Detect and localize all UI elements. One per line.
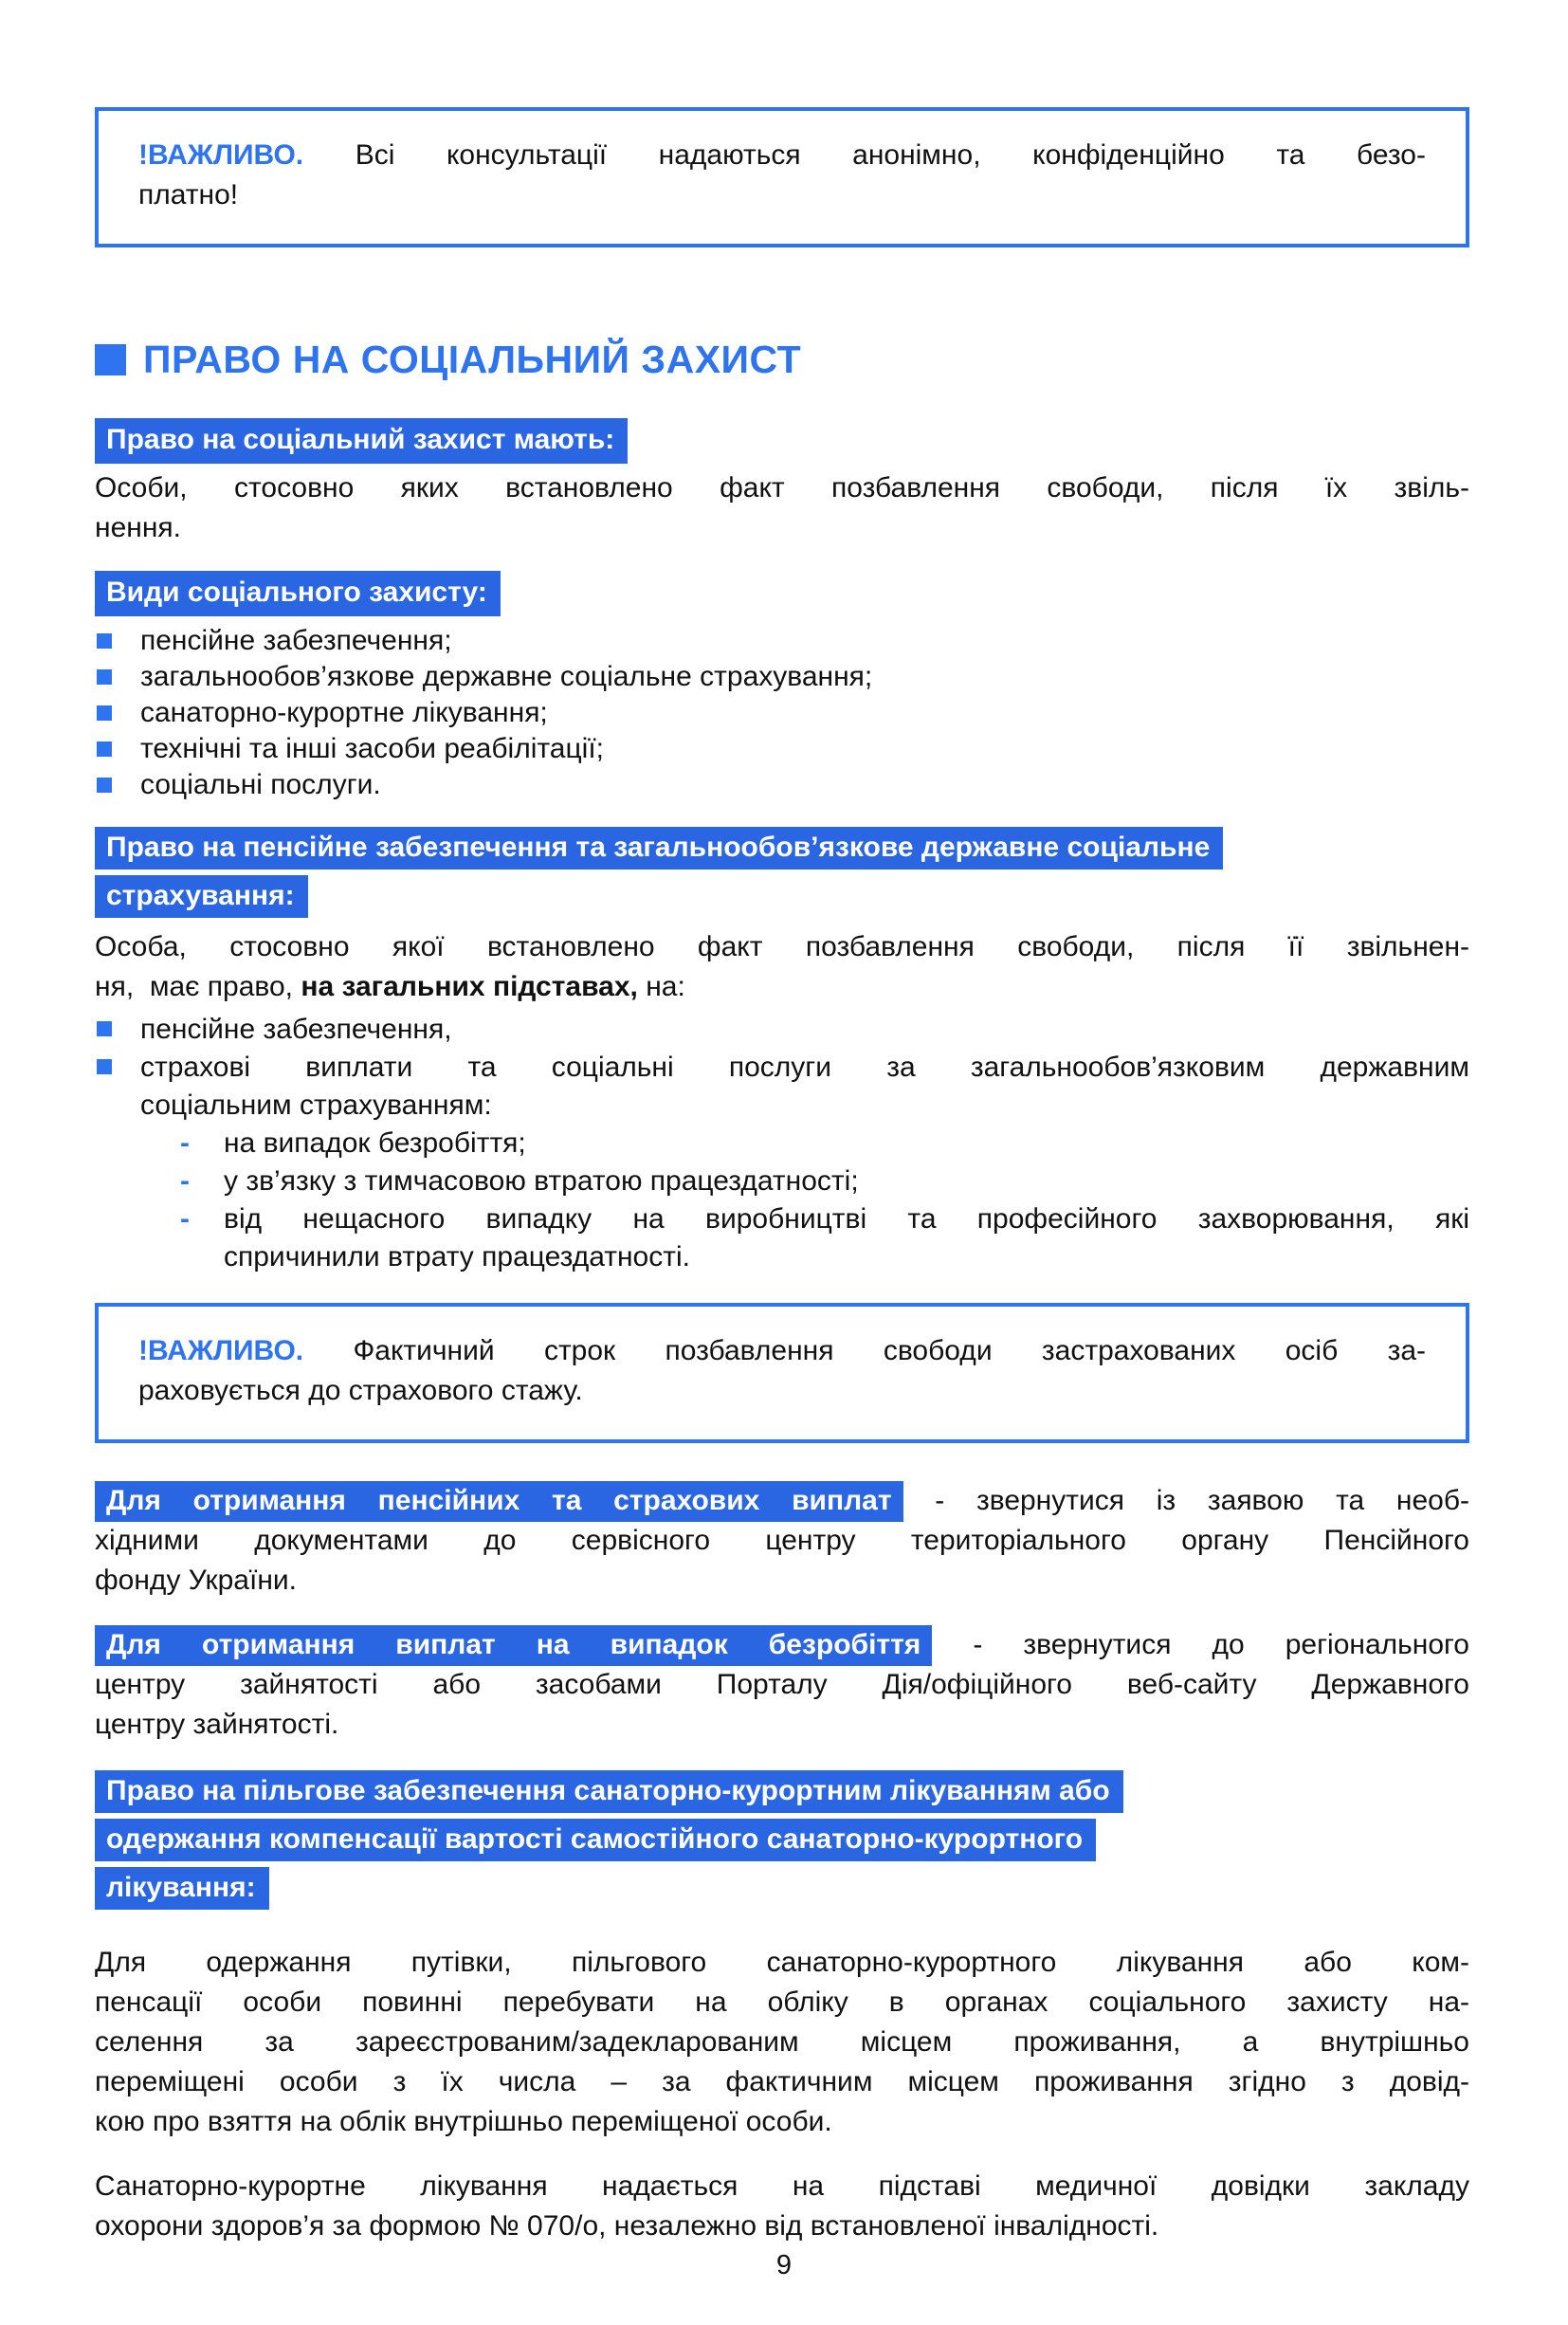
text-line: пенсійне забезпечення, bbox=[140, 1014, 452, 1045]
section-heading-multiline bbox=[95, 826, 1469, 923]
sub-list-item bbox=[180, 1162, 1469, 1200]
paragraph bbox=[95, 1943, 1469, 2142]
sub-list-item-text bbox=[224, 1162, 1469, 1200]
text-line: раховується до страхового стажу. bbox=[138, 1375, 583, 1406]
sub-list-item-text bbox=[224, 1200, 1469, 1276]
list-item-text: соціальні послуги. bbox=[140, 769, 381, 800]
text-line: Для одержання путівки, пільгового санаторно-курортного лікування або ком- bbox=[95, 1947, 1469, 1978]
dash-bullet-icon: - bbox=[180, 1203, 190, 1235]
list-item-text: пенсійне забезпечення; bbox=[140, 625, 452, 656]
bullet-list bbox=[95, 1011, 1469, 1276]
square-bullet-icon bbox=[97, 778, 112, 793]
text-line: охорони здоров’я за формою № 070/о, незалежно від встановленої інвалідності. bbox=[95, 2210, 1159, 2242]
list-item-text: технічні та інші засоби реабілітації; bbox=[140, 733, 604, 764]
section-heading-wrap bbox=[95, 571, 1469, 616]
text-line: Особа, стосовно якої встановлено факт позбавлення свободи, після її звільнен- bbox=[95, 931, 1469, 962]
text-line: Для отримання виплат на випадок безробіття - звернутися до регіонального bbox=[95, 1625, 1469, 1665]
paragraph bbox=[95, 468, 1469, 548]
paragraph-with-highlight bbox=[95, 1625, 1469, 1745]
text-line: пенсації особи повинні перебувати на обліку в органах соціального захисту на- bbox=[95, 1986, 1469, 2018]
blue-square-icon bbox=[95, 344, 126, 375]
paragraph-with-highlight bbox=[95, 1481, 1469, 1601]
list-item bbox=[95, 1011, 1469, 1049]
list-item-text bbox=[140, 1011, 1469, 1049]
square-bullet-icon bbox=[97, 741, 112, 757]
text-line: Право на пенсійне забезпечення та загальнообов’язкове державне соціальне bbox=[95, 826, 1469, 874]
text-line: ня, має право, на загальних підставах, на: bbox=[95, 971, 685, 1002]
text-line: центру зайнятості. bbox=[95, 1709, 339, 1740]
section-heading: Право на соціальний захист мають: bbox=[95, 418, 628, 464]
list-item bbox=[95, 731, 1469, 767]
list-item-text: санаторно-курортне лікування; bbox=[140, 697, 548, 728]
text-line: Для отримання пенсійних та страхових виплат - звернутися із заявою та необ- bbox=[95, 1481, 1469, 1521]
text-line: хідними документами до сервісного центру територіального органу Пенсійного bbox=[95, 1525, 1469, 1556]
text-line: у зв’язку з тимчасовою втратою працездатності; bbox=[224, 1165, 859, 1197]
list-item bbox=[95, 623, 1469, 659]
sub-list-item bbox=[180, 1125, 1469, 1162]
text-line: Право на пільгове забезпечення санаторно-курортним лікуванням або bbox=[95, 1769, 1469, 1818]
text-line: !ВАЖЛИВО. Фактичний строк позбавлення свободи застрахованих осіб за- bbox=[138, 1335, 1426, 1366]
page-number: 9 bbox=[775, 2250, 793, 2280]
dash-bullet-icon: - bbox=[180, 1127, 190, 1159]
page-title bbox=[95, 338, 1469, 382]
sub-list-item bbox=[180, 1200, 1469, 1276]
document-page bbox=[0, 107, 1568, 2325]
square-bullet-icon bbox=[97, 705, 112, 721]
paragraph bbox=[95, 2167, 1469, 2246]
text-line: селення за зареєстрованим/задекларованим місцем проживання, а внутрішньо bbox=[95, 2026, 1469, 2058]
list-item-text bbox=[140, 1049, 1469, 1125]
square-bullet-icon bbox=[97, 669, 112, 685]
dash-bullet-icon: - bbox=[180, 1165, 190, 1197]
text-line: спричинили втрату працездатності. bbox=[224, 1241, 690, 1272]
text-line: від нещасного випадку на виробництві та професійного захворювання, які bbox=[224, 1203, 1469, 1235]
list-item-text: загальнообов’язкове державне соціальне страхування; bbox=[140, 661, 873, 692]
text-line: лікування: bbox=[95, 1866, 1469, 1914]
section-heading-multiline bbox=[95, 1769, 1469, 1914]
text-line: соціальним страхуванням: bbox=[140, 1089, 492, 1121]
text-line: платно! bbox=[138, 179, 239, 211]
list-item bbox=[95, 767, 1469, 803]
section-heading: Види соціального захисту: bbox=[95, 571, 501, 616]
text-line: страхування: bbox=[95, 874, 1469, 923]
list-item bbox=[95, 1049, 1469, 1125]
text-line: одержання компенсації вартості самостійного санаторно-курортного bbox=[95, 1818, 1469, 1866]
list-item bbox=[95, 695, 1469, 731]
text-line: на випадок безробіття; bbox=[224, 1127, 526, 1159]
text-line: центру зайнятості або засобами Порталу Дія/офіційного веб-сайту Державного bbox=[95, 1669, 1469, 1700]
text-line: нення. bbox=[95, 512, 181, 543]
text-line: переміщені особи з їх числа – за фактичним місцем проживання згідно з довід- bbox=[95, 2066, 1469, 2097]
square-bullet-icon bbox=[97, 633, 112, 649]
text-line: Санаторно-курортне лікування надається на підставі медичної довідки закладу bbox=[95, 2170, 1469, 2202]
list-item bbox=[95, 659, 1469, 695]
sub-list-item-text bbox=[224, 1125, 1469, 1162]
important-box bbox=[95, 1303, 1469, 1443]
square-bullet-icon bbox=[97, 1059, 112, 1074]
square-bullet-icon bbox=[97, 1021, 112, 1036]
page-content bbox=[0, 107, 1568, 2246]
text-line: кою про взяття на облік внутрішньо переміщеної особи. bbox=[95, 2106, 832, 2137]
section-heading-wrap bbox=[95, 418, 1469, 464]
text-line: !ВАЖЛИВО. Всі консультації надаються анонімно, конфіденційно та безо- bbox=[138, 139, 1426, 171]
bullet-list bbox=[95, 623, 1469, 803]
page-title-text: ПРАВО НА СОЦІАЛЬНИЙ ЗАХИСТ bbox=[143, 338, 802, 381]
important-box bbox=[95, 107, 1469, 247]
text-line: страхові виплати та соціальні послуги за загальнообов’язковим державним bbox=[140, 1052, 1469, 1083]
text-line: фонду України. bbox=[95, 1565, 297, 1596]
paragraph bbox=[95, 927, 1469, 1007]
text-line: Особи, стосовно яких встановлено факт позбавлення свободи, після їх звіль- bbox=[95, 472, 1469, 503]
